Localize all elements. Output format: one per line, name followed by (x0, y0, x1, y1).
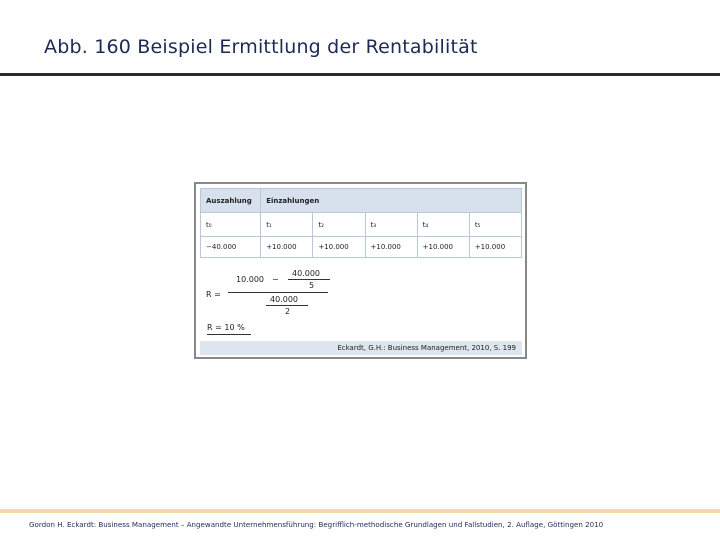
table-row-periods (201, 213, 522, 237)
value-cell: −40.000 (201, 237, 261, 258)
title-divider (0, 73, 720, 76)
formula-result: R = 10 % (207, 323, 245, 332)
formula-minus: − (272, 275, 279, 284)
inner-fraction-bar (288, 279, 330, 280)
value-cell: +10.000 (417, 237, 469, 258)
table-header-row (201, 189, 522, 213)
period-cell: t₃ (365, 213, 417, 237)
value-cell: +10.000 (261, 237, 313, 258)
period-cell: t₁ (261, 213, 313, 237)
figure-source: Eckardt, G.H.: Business Management, 2010, S. 199 (200, 341, 522, 355)
formula-inner-numerator: 40.000 (292, 269, 320, 278)
result-underline (207, 334, 251, 335)
period-cell: t₀ (201, 213, 261, 237)
footer-citation: Gordon H. Eckardt: Business Management – Angewandte Unternehmensführung: Begrifflich-methodische Grundlagen und Fallstudien, 2. Auflage, Göttingen 2010 (29, 520, 604, 529)
formula-numerator: 40.000 (270, 295, 298, 304)
period-cell: t₅ (469, 213, 521, 237)
header-inflows: Einzahlungen (261, 189, 522, 213)
formula-r-label: R = (206, 290, 221, 299)
period-cell: t₄ (417, 213, 469, 237)
period-cell: t₂ (313, 213, 365, 237)
footer-divider (0, 509, 720, 513)
header-outflow: Auszahlung (201, 189, 261, 213)
value-cell: +10.000 (365, 237, 417, 258)
main-fraction-bar (228, 292, 328, 293)
value-cell: +10.000 (313, 237, 365, 258)
value-cell: +10.000 (469, 237, 521, 258)
formula-inner-denominator: 5 (309, 281, 315, 290)
profitability-formula (196, 266, 525, 336)
slide-title: Abb. 160 Beispiel Ermittlung der Rentabilität (44, 36, 478, 58)
cashflow-table (200, 188, 522, 258)
formula-denominator: 2 (285, 307, 291, 316)
formula-first-term: 10.000 (236, 275, 264, 284)
figure-profitability-example (194, 182, 527, 359)
lower-fraction-bar (266, 305, 308, 306)
table-row-values (201, 237, 522, 258)
